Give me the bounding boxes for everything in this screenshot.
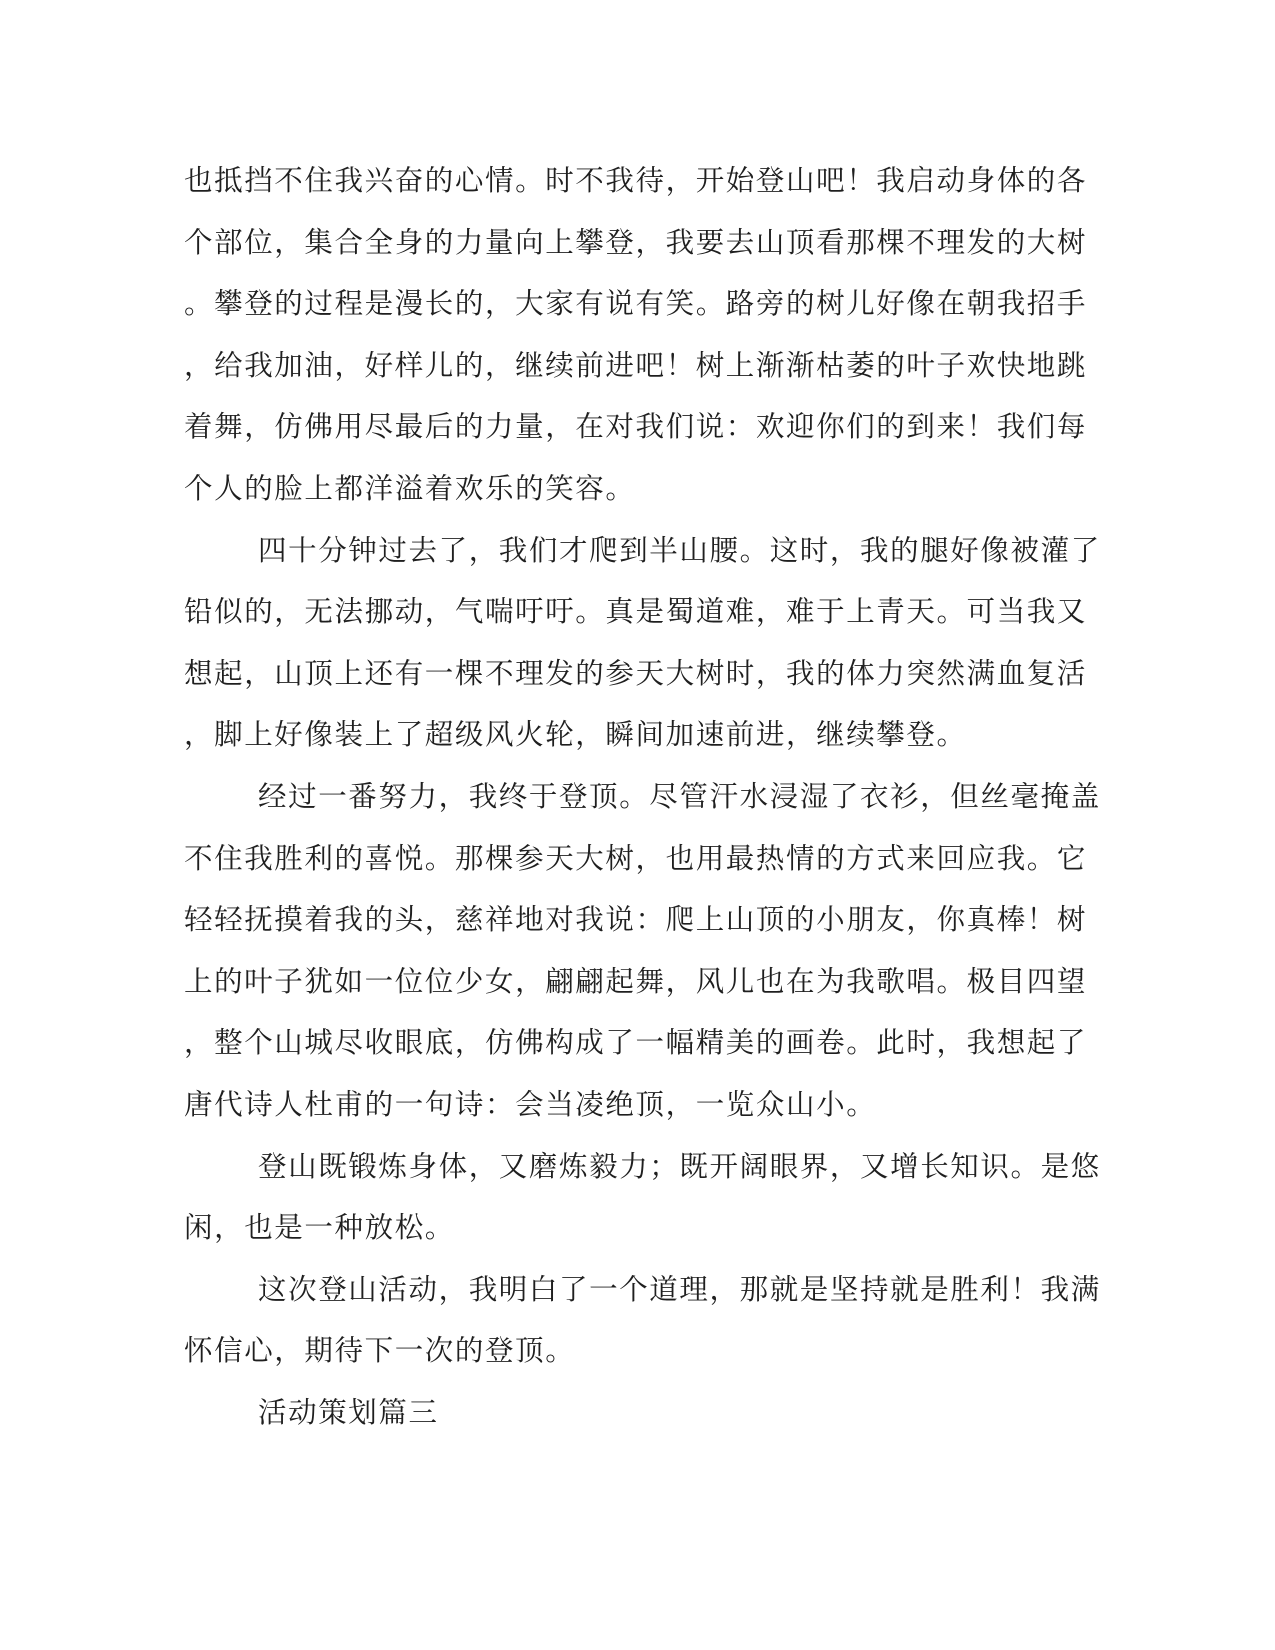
text-line: 。攀登的过程是漫长的，大家有说有笑。路旁的树儿好像在朝我招手 <box>184 287 1088 321</box>
text-line: 不住我胜利的喜悦。那棵参天大树，也用最热情的方式来回应我。它 <box>184 841 1088 875</box>
text-line: 上的叶子犹如一位位少女，翩翩起舞，风儿也在为我歌唱。极目四望 <box>184 964 1088 998</box>
document-body <box>184 160 1101 1453</box>
text-line: 着舞，仿佛用尽最后的力量，在对我们说：欢迎你们的到来！我们每 <box>184 410 1088 444</box>
text-line: 想起，山顶上还有一棵不理发的参天大树时，我的体力突然满血复活 <box>184 656 1088 690</box>
text-line: 轻轻抚摸着我的头，慈祥地对我说：爬上山顶的小朋友，你真棒！树 <box>184 903 1088 937</box>
paragraph-start-line: 四十分钟过去了，我们才爬到半山腰。这时，我的腿好像被灌了 <box>258 533 1101 567</box>
section-heading: 活动策划篇三 <box>258 1395 439 1429</box>
text-line: ，整个山城尽收眼底，仿佛构成了一幅精美的画卷。此时，我想起了 <box>184 1026 1088 1060</box>
text-line: 闲，也是一种放松。 <box>184 1211 455 1245</box>
text-line: 个部位，集合全身的力量向上攀登，我要去山顶看那棵不理发的大树 <box>184 225 1088 259</box>
text-line: 怀信心，期待下一次的登顶。 <box>184 1334 576 1368</box>
text-line: 也抵挡不住我兴奋的心情。时不我待，开始登山吧！我启动身体的各 <box>184 164 1088 197</box>
text-line: 铅似的，无法挪动，气喘吁吁。真是蜀道难，难于上青天。可当我又 <box>184 595 1088 629</box>
paragraph-start-line: 登山既锻炼身体，又磨炼毅力；既开阔眼界，又增长知识。是悠 <box>258 1149 1101 1183</box>
text-line: 唐代诗人杜甫的一句诗：会当凌绝顶，一览众山小。 <box>184 1087 877 1121</box>
text-line: ，给我加油，好样儿的，继续前进吧！树上渐渐枯萎的叶子欢快地跳 <box>184 348 1088 382</box>
text-line: 个人的脸上都洋溢着欢乐的笑容。 <box>184 471 636 505</box>
paragraph-start-line: 经过一番努力，我终于登顶。尽管汗水浸湿了衣衫，但丝毫掩盖 <box>258 779 1101 813</box>
text-line: ，脚上好像装上了超级风火轮，瞬间加速前进，继续攀登。 <box>184 718 967 752</box>
paragraph-start-line: 这次登山活动，我明白了一个道理，那就是坚持就是胜利！我满 <box>258 1272 1101 1306</box>
